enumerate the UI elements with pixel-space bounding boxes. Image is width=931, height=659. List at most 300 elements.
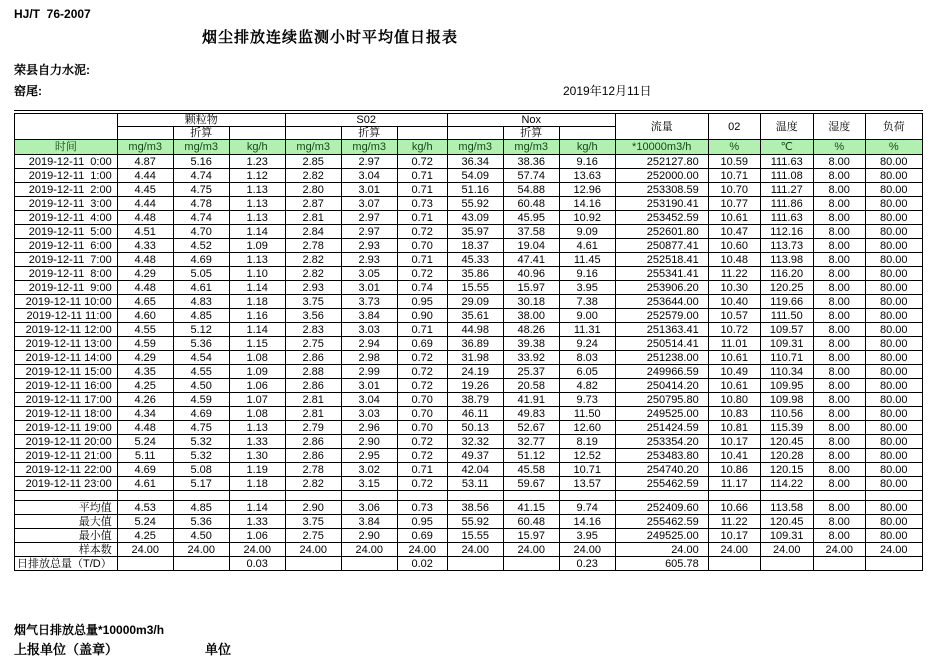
col-group-so2: S02 <box>285 114 447 127</box>
data-cell: 48.26 <box>503 323 559 337</box>
data-cell: 57.74 <box>503 169 559 183</box>
data-cell: 11.22 <box>708 267 760 281</box>
data-cell: 253452.59 <box>615 211 708 225</box>
data-cell <box>760 557 813 571</box>
data-cell: 8.03 <box>559 351 615 365</box>
data-cell: 4.83 <box>173 295 229 309</box>
data-cell: 24.00 <box>503 543 559 557</box>
data-cell: 51.16 <box>447 183 503 197</box>
data-cell: 13.63 <box>559 169 615 183</box>
data-cell: 80.00 <box>865 267 922 281</box>
data-cell: 3.07 <box>341 197 397 211</box>
data-cell: 120.45 <box>760 515 813 529</box>
data-cell: 80.00 <box>865 309 922 323</box>
data-cell: 0.72 <box>397 477 447 491</box>
data-cell: 5.12 <box>173 323 229 337</box>
data-cell: 5.32 <box>173 435 229 449</box>
data-cell: 0.72 <box>397 225 447 239</box>
data-cell: 35.86 <box>447 267 503 281</box>
data-cell: 109.31 <box>760 529 813 543</box>
data-cell: 0.72 <box>397 155 447 169</box>
data-cell: 4.50 <box>173 379 229 393</box>
data-cell: 2.87 <box>285 197 341 211</box>
table-row <box>15 225 923 239</box>
time-cell: 2019-12-11 9:00 <box>15 281 118 295</box>
col-flow: 流量 <box>615 114 708 140</box>
time-cell: 2019-12-11 6:00 <box>15 239 118 253</box>
data-cell: 41.15 <box>503 501 559 515</box>
data-cell: 4.61 <box>559 239 615 253</box>
data-cell: 15.97 <box>503 281 559 295</box>
data-cell: 3.75 <box>285 515 341 529</box>
unit-cell: mg/m3 <box>117 140 173 155</box>
data-cell: 605.78 <box>615 557 708 571</box>
data-cell: 0.72 <box>397 267 447 281</box>
data-cell: 113.58 <box>760 501 813 515</box>
data-cell: 255341.41 <box>615 267 708 281</box>
data-cell: 80.00 <box>865 421 922 435</box>
data-cell: 80.00 <box>865 379 922 393</box>
data-cell: 252518.41 <box>615 253 708 267</box>
data-cell: 31.98 <box>447 351 503 365</box>
data-cell: 252601.80 <box>615 225 708 239</box>
data-cell: 2.84 <box>285 225 341 239</box>
data-cell: 2.90 <box>285 501 341 515</box>
data-cell: 55.92 <box>447 515 503 529</box>
data-cell: 2.95 <box>341 449 397 463</box>
data-cell: 10.70 <box>708 183 760 197</box>
data-cell: 80.00 <box>865 477 922 491</box>
summary-row <box>15 529 923 543</box>
data-cell: 8.00 <box>813 281 865 295</box>
data-cell: 42.04 <box>447 463 503 477</box>
sub-cell-pm-converted: 折算 <box>173 127 229 140</box>
data-cell: 2.81 <box>285 393 341 407</box>
data-cell: 24.00 <box>229 543 285 557</box>
data-cell: 10.17 <box>708 435 760 449</box>
company-name: 荣县自力水泥: <box>14 63 90 77</box>
data-cell: 11.31 <box>559 323 615 337</box>
data-cell: 7.38 <box>559 295 615 309</box>
data-cell: 1.14 <box>229 225 285 239</box>
data-cell: 24.00 <box>285 543 341 557</box>
data-cell: 0.71 <box>397 211 447 225</box>
data-cell: 8.00 <box>813 435 865 449</box>
data-cell: 39.38 <box>503 337 559 351</box>
data-cell: 4.65 <box>117 295 173 309</box>
data-cell: 80.00 <box>865 351 922 365</box>
data-cell: 2.86 <box>285 351 341 365</box>
data-cell: 4.48 <box>117 281 173 295</box>
data-cell: 24.00 <box>341 543 397 557</box>
data-cell: 3.15 <box>341 477 397 491</box>
data-cell: 252127.80 <box>615 155 708 169</box>
data-cell: 10.49 <box>708 365 760 379</box>
data-cell: 3.03 <box>341 323 397 337</box>
unit-cell-flow: *10000m3/h <box>615 140 708 155</box>
data-cell: 0.72 <box>397 365 447 379</box>
data-cell: 10.47 <box>708 225 760 239</box>
data-cell: 1.13 <box>229 211 285 225</box>
data-cell: 10.60 <box>708 239 760 253</box>
data-cell: 24.00 <box>397 543 447 557</box>
data-cell <box>615 491 708 501</box>
data-cell: 0.74 <box>397 281 447 295</box>
table-row <box>15 197 923 211</box>
data-cell: 4.69 <box>173 407 229 421</box>
data-cell: 8.00 <box>813 239 865 253</box>
data-cell: 24.19 <box>447 365 503 379</box>
data-cell: 250795.80 <box>615 393 708 407</box>
data-cell: 11.01 <box>708 337 760 351</box>
table-row <box>15 407 923 421</box>
data-cell: 4.44 <box>117 197 173 211</box>
data-cell: 1.13 <box>229 197 285 211</box>
time-cell: 2019-12-11 7:00 <box>15 253 118 267</box>
data-cell: 4.34 <box>117 407 173 421</box>
data-cell: 9.24 <box>559 337 615 351</box>
data-cell: 113.73 <box>760 239 813 253</box>
time-cell: 2019-12-11 8:00 <box>15 267 118 281</box>
data-cell: 253308.59 <box>615 183 708 197</box>
data-cell: 32.77 <box>503 435 559 449</box>
data-cell: 9.16 <box>559 267 615 281</box>
time-cell: 2019-12-11 10:00 <box>15 295 118 309</box>
table-row <box>15 379 923 393</box>
table-row <box>15 211 923 225</box>
data-cell: 36.89 <box>447 337 503 351</box>
data-cell: 1.12 <box>229 169 285 183</box>
sub-cell <box>447 127 503 140</box>
data-cell: 0.02 <box>397 557 447 571</box>
data-cell: 251238.00 <box>615 351 708 365</box>
time-cell: 2019-12-11 18:00 <box>15 407 118 421</box>
data-cell: 10.61 <box>708 211 760 225</box>
data-cell: 4.29 <box>117 351 173 365</box>
data-cell: 8.00 <box>813 365 865 379</box>
data-cell: 4.44 <box>117 169 173 183</box>
data-cell: 24.00 <box>865 543 922 557</box>
report-date: 2019年12月11日 <box>563 84 652 98</box>
data-cell: 5.32 <box>173 449 229 463</box>
unit-cell-temperature: ℃ <box>760 140 813 155</box>
data-cell: 49.37 <box>447 449 503 463</box>
data-cell: 1.14 <box>229 323 285 337</box>
data-cell: 2.75 <box>285 529 341 543</box>
data-cell: 4.59 <box>117 337 173 351</box>
data-cell: 10.61 <box>708 351 760 365</box>
data-cell: 1.23 <box>229 155 285 169</box>
data-cell: 32.32 <box>447 435 503 449</box>
data-cell: 1.10 <box>229 267 285 281</box>
data-cell: 4.60 <box>117 309 173 323</box>
data-cell: 0.71 <box>397 183 447 197</box>
data-cell: 60.48 <box>503 515 559 529</box>
sub-cell-nox-converted: 折算 <box>503 127 559 140</box>
data-cell: 2.86 <box>285 435 341 449</box>
data-cell: 5.36 <box>173 515 229 529</box>
data-cell: 9.73 <box>559 393 615 407</box>
data-cell: 4.35 <box>117 365 173 379</box>
data-cell: 6.05 <box>559 365 615 379</box>
data-cell: 49.83 <box>503 407 559 421</box>
data-cell: 5.05 <box>173 267 229 281</box>
data-cell: 10.77 <box>708 197 760 211</box>
data-cell: 2.90 <box>341 435 397 449</box>
data-cell: 12.52 <box>559 449 615 463</box>
data-cell: 110.56 <box>760 407 813 421</box>
data-cell: 4.29 <box>117 267 173 281</box>
data-cell <box>708 557 760 571</box>
data-cell: 2.80 <box>285 183 341 197</box>
data-cell: 10.61 <box>708 379 760 393</box>
data-cell: 47.41 <box>503 253 559 267</box>
data-cell <box>447 491 503 501</box>
time-cell: 2019-12-11 0:00 <box>15 155 118 169</box>
data-cell: 0.72 <box>397 379 447 393</box>
data-cell: 4.75 <box>173 421 229 435</box>
data-cell: 0.70 <box>397 407 447 421</box>
data-cell: 10.41 <box>708 449 760 463</box>
table-row <box>15 169 923 183</box>
data-cell: 3.01 <box>341 281 397 295</box>
data-cell: 0.70 <box>397 393 447 407</box>
data-cell: 15.97 <box>503 529 559 543</box>
data-cell: 4.54 <box>173 351 229 365</box>
data-cell: 8.00 <box>813 197 865 211</box>
data-cell: 2.98 <box>341 351 397 365</box>
data-cell: 8.00 <box>813 529 865 543</box>
data-cell: 4.78 <box>173 197 229 211</box>
data-cell: 112.16 <box>760 225 813 239</box>
table-row <box>15 337 923 351</box>
data-cell: 51.12 <box>503 449 559 463</box>
data-cell: 80.00 <box>865 183 922 197</box>
summary-row <box>15 543 923 557</box>
summary-row <box>15 501 923 515</box>
corner-cell <box>15 114 118 140</box>
unit-cell: mg/m3 <box>173 140 229 155</box>
data-cell: 80.00 <box>865 529 922 543</box>
data-cell: 0.71 <box>397 169 447 183</box>
data-cell: 1.16 <box>229 309 285 323</box>
time-cell: 2019-12-11 23:00 <box>15 477 118 491</box>
data-cell: 4.48 <box>117 421 173 435</box>
data-cell: 119.66 <box>760 295 813 309</box>
data-cell: 4.85 <box>173 501 229 515</box>
data-cell: 4.55 <box>117 323 173 337</box>
data-cell: 24.00 <box>117 543 173 557</box>
data-cell: 3.84 <box>341 309 397 323</box>
data-cell: 1.30 <box>229 449 285 463</box>
data-cell: 4.74 <box>173 211 229 225</box>
data-cell: 3.04 <box>341 393 397 407</box>
data-cell <box>708 491 760 501</box>
data-cell: 109.57 <box>760 323 813 337</box>
data-cell: 10.17 <box>708 529 760 543</box>
data-cell: 2.97 <box>341 155 397 169</box>
time-cell: 2019-12-11 5:00 <box>15 225 118 239</box>
data-cell: 249966.59 <box>615 365 708 379</box>
time-cell: 2019-12-11 13:00 <box>15 337 118 351</box>
data-cell: 4.61 <box>173 281 229 295</box>
data-cell: 120.28 <box>760 449 813 463</box>
data-cell: 3.03 <box>341 407 397 421</box>
data-table-wrapper <box>14 110 923 571</box>
data-cell: 11.45 <box>559 253 615 267</box>
data-cell: 0.71 <box>397 323 447 337</box>
data-cell: 33.92 <box>503 351 559 365</box>
data-cell: 80.00 <box>865 515 922 529</box>
data-cell: 1.13 <box>229 253 285 267</box>
data-cell: 2.83 <box>285 323 341 337</box>
data-cell: 1.18 <box>229 477 285 491</box>
data-cell: 3.01 <box>341 379 397 393</box>
data-cell: 38.00 <box>503 309 559 323</box>
data-cell: 1.33 <box>229 435 285 449</box>
data-cell: 252409.60 <box>615 501 708 515</box>
data-cell: 250414.20 <box>615 379 708 393</box>
data-cell: 0.70 <box>397 239 447 253</box>
time-cell: 2019-12-11 20:00 <box>15 435 118 449</box>
data-cell: 3.01 <box>341 183 397 197</box>
data-cell: 120.15 <box>760 463 813 477</box>
data-cell: 250514.41 <box>615 337 708 351</box>
data-cell: 3.05 <box>341 267 397 281</box>
data-cell: 249525.00 <box>615 407 708 421</box>
data-cell: 8.00 <box>813 515 865 529</box>
data-cell: 4.69 <box>117 463 173 477</box>
sub-cell <box>559 127 615 140</box>
data-cell: 8.00 <box>813 169 865 183</box>
data-cell: 1.09 <box>229 239 285 253</box>
data-cell: 24.00 <box>173 543 229 557</box>
data-cell: 1.15 <box>229 337 285 351</box>
data-cell: 8.00 <box>813 501 865 515</box>
time-cell: 2019-12-11 19:00 <box>15 421 118 435</box>
data-cell: 5.08 <box>173 463 229 477</box>
data-cell: 25.37 <box>503 365 559 379</box>
time-cell: 2019-12-11 11:00 <box>15 309 118 323</box>
data-cell: 2.97 <box>341 225 397 239</box>
data-cell: 44.98 <box>447 323 503 337</box>
data-cell <box>341 557 397 571</box>
time-cell: 2019-12-11 21:00 <box>15 449 118 463</box>
sub-cell <box>285 127 341 140</box>
unit-cell: mg/m3 <box>341 140 397 155</box>
data-cell: 1.08 <box>229 351 285 365</box>
data-cell: 0.95 <box>397 515 447 529</box>
data-cell <box>229 491 285 501</box>
time-cell: 2019-12-11 4:00 <box>15 211 118 225</box>
data-cell: 2.78 <box>285 463 341 477</box>
data-cell: 3.02 <box>341 463 397 477</box>
data-cell <box>173 491 229 501</box>
data-cell: 2.94 <box>341 337 397 351</box>
data-cell: 9.00 <box>559 309 615 323</box>
data-cell: 8.00 <box>813 421 865 435</box>
table-row <box>15 281 923 295</box>
data-cell: 5.16 <box>173 155 229 169</box>
data-cell: 5.11 <box>117 449 173 463</box>
data-cell: 24.00 <box>708 543 760 557</box>
data-cell: 111.86 <box>760 197 813 211</box>
data-cell: 4.59 <box>173 393 229 407</box>
table-row <box>15 323 923 337</box>
data-cell: 14.16 <box>559 197 615 211</box>
data-cell: 4.55 <box>173 365 229 379</box>
data-cell: 45.33 <box>447 253 503 267</box>
time-cell: 2019-12-11 17:00 <box>15 393 118 407</box>
unit-cell: mg/m3 <box>447 140 503 155</box>
data-cell: 1.14 <box>229 281 285 295</box>
data-cell: 80.00 <box>865 169 922 183</box>
data-cell: 4.87 <box>117 155 173 169</box>
data-cell: 54.09 <box>447 169 503 183</box>
table-header <box>15 114 923 155</box>
data-cell: 1.13 <box>229 421 285 435</box>
data-cell: 0.69 <box>397 337 447 351</box>
data-cell: 2.90 <box>341 529 397 543</box>
data-cell: 10.71 <box>559 463 615 477</box>
data-cell: 2.97 <box>341 211 397 225</box>
data-cell: 8.00 <box>813 253 865 267</box>
data-cell: 254740.20 <box>615 463 708 477</box>
table-row <box>15 351 923 365</box>
data-cell: 0.71 <box>397 253 447 267</box>
data-cell: 80.00 <box>865 197 922 211</box>
data-cell: 2.85 <box>285 155 341 169</box>
data-cell: 10.57 <box>708 309 760 323</box>
summary-row <box>15 515 923 529</box>
data-cell: 36.34 <box>447 155 503 169</box>
data-cell: 3.84 <box>341 515 397 529</box>
table-row <box>15 435 923 449</box>
data-cell: 2.81 <box>285 407 341 421</box>
data-cell: 2.82 <box>285 169 341 183</box>
data-cell: 1.06 <box>229 529 285 543</box>
data-cell: 253354.20 <box>615 435 708 449</box>
data-cell: 4.51 <box>117 225 173 239</box>
time-cell: 2019-12-11 2:00 <box>15 183 118 197</box>
data-cell: 3.06 <box>341 501 397 515</box>
time-cell <box>15 491 118 501</box>
table-row <box>15 155 923 169</box>
col-group-nox: Nox <box>447 114 615 127</box>
data-cell: 80.00 <box>865 155 922 169</box>
data-cell <box>397 491 447 501</box>
data-cell: 1.19 <box>229 463 285 477</box>
col-group-pm: 颗粒物 <box>117 114 285 127</box>
data-cell: 15.55 <box>447 281 503 295</box>
data-cell: 80.00 <box>865 501 922 515</box>
data-cell: 4.74 <box>173 169 229 183</box>
data-cell: 2.81 <box>285 211 341 225</box>
data-cell: 10.66 <box>708 501 760 515</box>
col-load: 负荷 <box>865 114 922 140</box>
data-cell: 12.60 <box>559 421 615 435</box>
data-cell: 4.48 <box>117 211 173 225</box>
data-cell: 1.33 <box>229 515 285 529</box>
data-cell: 45.95 <box>503 211 559 225</box>
data-cell: 45.58 <box>503 463 559 477</box>
data-cell: 24.00 <box>559 543 615 557</box>
data-cell: 10.72 <box>708 323 760 337</box>
data-cell: 55.92 <box>447 197 503 211</box>
data-cell: 253483.80 <box>615 449 708 463</box>
time-column-header: 时间 <box>15 140 118 155</box>
data-cell: 250877.41 <box>615 239 708 253</box>
